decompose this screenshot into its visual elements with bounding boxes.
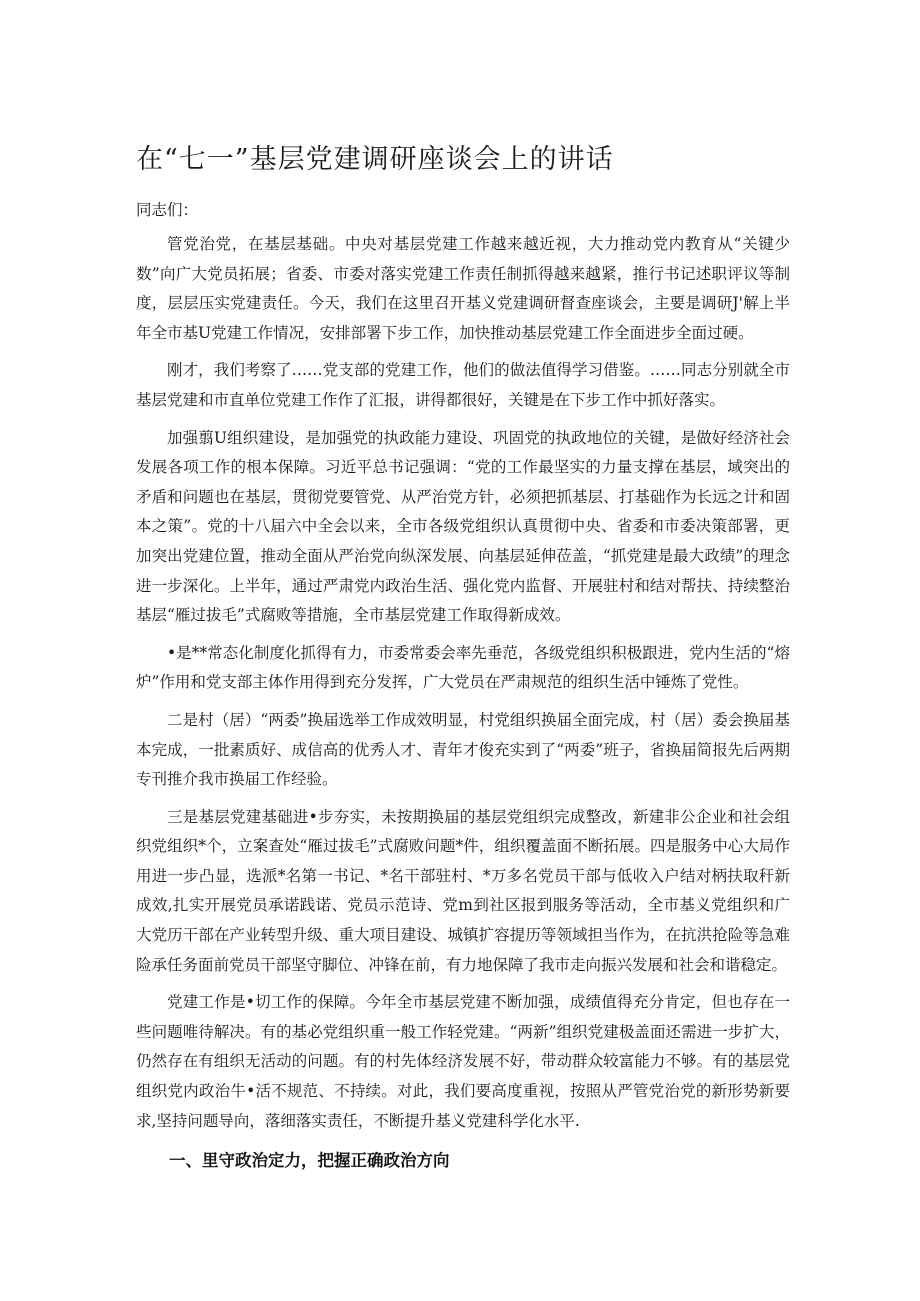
salutation: 同志们：	[136, 201, 199, 219]
paragraph-intro: 管党治党，在基层基础。中央对基层党建工作越来越近视，大力推动党内教育从“关键少数”向广大党员拓展；省委、市委对落实党建工作责任制抓得越来越紧，推行书记述职评议等制度，层层压实党建责任。今天，我们在这里召开基义党建调研督查座谈会，主要是调研J'解上半年全市基U党建工作情况，安排部署下步工作，加快推动基层党建工作全面进步全面过硬。	[136, 235, 790, 342]
section-heading-one: 一、里守政治定力，把握正确政治方向	[169, 1151, 450, 1171]
paragraph-inspection: 刚才，我们考察了……党支部的党建工作，他们的做法值得学习借鉴。……同志分别就全市基层党建和市直单位党建工作作了汇报，讲得都很好，关键是在下步工作中抓好落实。	[136, 361, 790, 409]
speech-title: 在“七一”基层党建调研座谈会上的讲话	[136, 144, 614, 175]
paragraph-point-three: 三是基层党建基础进•步夯实，未按期换届的基层党组织完成整改，新建非公企业和社会组织党组织*个，立案查处“雁过拔毛”式腐败问题*件，组织覆盖面不断拓展。四是服务中心大局作用进一步凸显，选派*名第一书记、*名干部驻村、*万多名党员干部与低收入户结对柄扶取秆新成效,扎实开展党员承诺践诺、党员示范诗、党m到社区报到服务等活动，全市基义党组织和广大党历干部在产业转型升级、重大项目建设、城镇扩容提历等领域担当作为，在抗洪抢险等急难险承任务面前党员干部坚守脚位、冲锋在前，有力地保障了我市走向振兴发展和社会和谐稳定。	[136, 807, 790, 974]
paragraph-organization: 加强翦U组织建设，是加强党的执政能力建设、巩固党的执政地位的关键，是做好经济社会发展各项工作的根本保障。习近平总书记强调：“党的工作最坚实的力量支撑在基层，域突出的矛盾和问题也在基层，贯彻党要管党、从严治党方针，必须把抓基层、打基础作为长远之计和固本之策”。党的十八届六中全会以来，全市各级党组织认真贯彻中央、省委和市委决策部署，更加突出党建位置，推动全面从严治党向纵深发展、向基层延伸莅盖，“抓党建是最大政绩”的理念进一步深化。上半年，通过严肃党内政治生活、强化党内监督、开展驻村和结对帮扶、持续整治基层“雁过拔毛”式腐败等措施，全市基层党建工作取得新成效。	[136, 428, 790, 625]
speech-body	[136, 230, 790, 1176]
paragraph-point-one: •是**常态化制度化抓得有力，市委常委会率先垂范，各级党组织积极跟进，党内生活的“熔炉”作用和党支部主体作用得到充分发挥，广大党员在严肃规范的组织生活中锤炼了党性。	[136, 643, 790, 692]
paragraph-problems: 党建工作是•切工作的保障。今年全市基层党建不断加强，成绩值得充分肯定，但也存在一些问题唯待解决。有的基必党组织重一般工作轻党建。“两新”组织党建极盖面还需进一步扩大，仍然存在有组织无活动的问题。有的村先体经济发展不好，带动群众较富能力不够。有的基层党组织党内政治牛•活不规范、不持续。对此，我们要高度重视，按照从严管党治党的新形势新要求,坚持问题导向，落细落实责任，不断提升基义党建科学化水平.	[136, 993, 790, 1130]
paragraph-point-two: 二是村（居）“两委”换届选举工作成效明显，村党组织换届全面完成，村（居）委会换届基本完成，一批素质好、成信高的优秀人才、青年才俊充实到了“两委”班子，省换届简报先后两期专刊推介我市换届工作经验。	[136, 710, 790, 789]
